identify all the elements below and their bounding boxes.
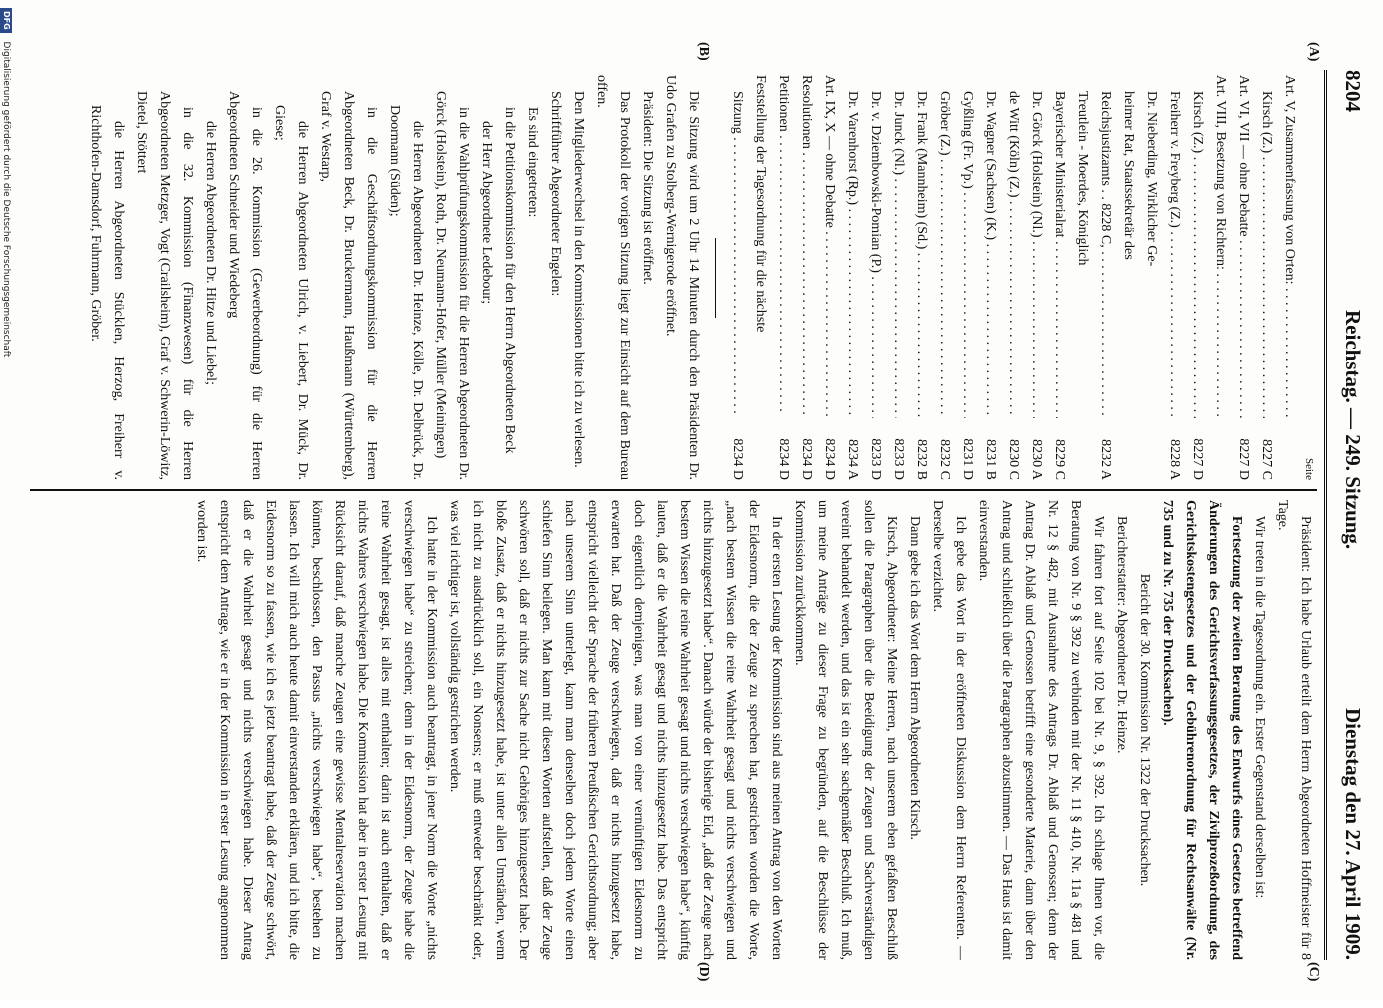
toc-page-ref: 8234 D (822, 438, 837, 480)
paragraph: die Herren Abgeordneten Dr. Hitze und Liebel; (203, 121, 218, 385)
page-number: 8204 (1341, 70, 1365, 112)
toc-entry-text: Freiherr v. Freyberg (Z.) . . . (1163, 91, 1186, 418)
toc-entry-text: Dr. Görck (Holstein) (Nl.) . . . (1025, 91, 1048, 418)
left-text (84, 75, 705, 480)
toc-page-ref: 8234 A (845, 439, 860, 480)
toc-row (933, 75, 956, 480)
paragraph: Die Sitzung wird um 2 Uhr 14 Minuten durch den Präsidenten Dr. Udo Grafen zu Stolberg-Wernigerode eröffnet. (663, 75, 701, 480)
toc-entry-text: Art. VIII, Besetzung von Richtern: . . . (1209, 75, 1232, 418)
toc-row (910, 75, 933, 480)
toc-entry-text: Art. VI, VII — ohne Debatte . . . (1232, 75, 1255, 418)
toc-row (1163, 75, 1186, 480)
margin-mark-b: (B) (696, 42, 711, 61)
toc-row (749, 75, 772, 480)
paragraph: Das Protokoll der vorigen Sitzung liegt zur Einsicht auf dem Bureau offen. (594, 75, 632, 480)
toc-row (841, 75, 864, 480)
toc-row (1278, 75, 1301, 480)
toc-entry-text: Petitionen . . . (772, 75, 795, 418)
paragraph: in die Wahlprüfungskommission für die Herren Abgeordneten Dr. Görck (Holstein), Roth, Dr. Neumann-Hofer, Müller (Meiningen) (433, 91, 471, 480)
toc-page-ref: 8228 A (1167, 439, 1182, 480)
paragraph: Wir treten in die Tagesordnung ein. Erster Gegenstand derselben ist: (1252, 516, 1267, 899)
paragraph: in die 32. Kommission (Finanzwesen) für die Herren Abgeordneten Metzger, Vogt (Crailsheim), Graf v. Schwerin-Löwitz, Dietel, Stöttert (134, 91, 195, 480)
table-of-contents (726, 75, 1301, 480)
paragraph: Kirsch, Abgeordneter: Meine Herren, nach unserem eben gefaßten Beschluß sollen die Paragraphen über die Beeidigung der Zeugen und Sachverständigen vereint behandelt werden, und das ist ein sehr sachgemäßer Beschluß. Ich muß, um meine Anträge zu dieser Frage zu begründen, auf die Beschlüsse der Kommission zurückkommen. (792, 500, 899, 960)
margin-mark-d: (D) (696, 962, 711, 982)
paragraph: die Herren Abgeordneten Dr. Heinze, Kölle, Dr. Delbrück, Dr. Doormann (Süden); (387, 105, 425, 480)
toc-row (1071, 75, 1094, 480)
session-title: Reichstag. — 249. Sitzung. (1341, 310, 1365, 550)
dfg-logo: DFG (0, 8, 12, 33)
toc-row (1186, 75, 1209, 480)
paragraph: Den Mitgliederwechsel in den Kommissionen bitte ich zu verlesen. (571, 91, 586, 468)
toc-entry-text: Sitzung . . . (726, 91, 749, 418)
toc-entry-text: Dr. Frank (Mannheim) (Sd.) . . . (910, 91, 933, 418)
toc-page-ref: 8232 B (914, 439, 929, 480)
running-header (1335, 70, 1365, 960)
toc-entry-text: Treutlein - Moerdes, Königlich (1075, 91, 1090, 266)
section-divider (715, 238, 716, 318)
toc-row (956, 75, 979, 480)
toc-entry-text: Dr. Junck (Nl.) . . . (887, 91, 910, 418)
toc-row (1048, 75, 1071, 480)
paragraph: die Herren Abgeordneten Ulrich, v. Liebert, Dr. Mück, Dr. Giese; (272, 105, 310, 480)
paragraph: Fortsetzung der zweiten Beratung des Entwurfs eines Gesetzes betreffend Änderungen des Gerichtsverfassungsgesetzes, der Zivilprozeßordnung, des Gerichtskostengesetzes und der Gebührenordnung für Rechtsanwälte (Nr. 735 und zu Nr. 735 der Drucksachen). (1160, 500, 1244, 960)
digitization-credit (0, 0, 12, 1008)
margin-mark-c: (C) (1306, 962, 1321, 982)
paragraph: Bericht der 30. Kommission Nr. 1322 der Drucksachen. (1137, 573, 1152, 887)
toc-row (1232, 75, 1255, 480)
toc-entry-text: Dr. Wagner (Sachsen) (K.) . . . (979, 91, 1002, 418)
paragraph: Dann gebe ich das Wort dem Herrn Abgeordneten Kirsch. (907, 516, 922, 841)
toc-row (795, 75, 818, 480)
toc-row (1209, 75, 1232, 480)
toc-entry-text: de Witt (Köln) (Z.) . . . (1002, 91, 1025, 418)
toc-entry-text: Gyßling (Fr. Vp.) . . . (956, 91, 979, 418)
toc-page-ref: 8233 D (891, 438, 906, 480)
toc-row (726, 75, 749, 480)
paragraph: Es sind eingetreten: (525, 107, 540, 218)
paragraph: Ich hatte in der Kommission auch beantragt, in jener Norm die Worte „nichts verschwiegen habe“ zu streichen; denn in der Eidesnorm, der Zeuge habe die reine Wahrheit gesagt, ist alles mit enthalten; darin ist auch enthalten, daß er nichts Wahres verschwiegen habe. Die Kommission hat aber in erster Lesung mit Rücksicht darauf, daß manche Zeugen eine gewisse Mentalreservation machen könnten, beschlossen, den Passus „nichts verschwiegen habe“, bestehen zu lassen. Ich will mich auch heute damit einverstanden erklären, und ich bitte, die Eidesnorm so zu fassen, wie ich es jetzt beantragt habe, daß der Zeuge schwört, daß er die Wahrheit gesagt und nichts verschwiegen habe. Dieser Antrag entspricht dem Antrage, wie er in der Kommission in erster Lesung angenommen worden ist. (194, 500, 439, 960)
toc-page-ref: 8234 D (799, 438, 814, 480)
toc-entry-text: Dr. Varenhorst (Rp.) . . . (841, 91, 864, 418)
toc-page-ref: 8227 D (1190, 438, 1205, 480)
toc-entry-text: Kirsch (Z.) . . . (1255, 91, 1278, 418)
column-rule (30, 489, 1317, 491)
paragraph: in die Geschäftsordnungskommission für die Herren Abgeordneten Beck, Dr. Bruckermann, Haußmann (Württemberg), Graf v. Westarp, (318, 91, 379, 480)
toc-entry-text: Art. IX, X — ohne Debatte . . . (818, 75, 841, 418)
toc-row (772, 75, 795, 480)
right-text (190, 500, 1317, 960)
paragraph: In der ersten Lesung der Kommission sind aus meinen Antrag von den Worten der Eidesnorm, die der Zeuge zu sprechen hat, gestrichen worden die Worte, „nach bestem Wissen die reine Wahrheit gesagt und nichts verschwiegen und nichts hinzugesetzt habe“. Danach würde der bisherige Eid, „daß der Zeuge nach bestem Wissen die reine Wahrheit gesagt und nichts verschwiegen habe“, künftig lauten, daß er die Wahrheit gesagt und nichts hinzugesetzt habe. Das entspricht doch eigentlich demjenigen, was man von einer vernünftigen Eidesnorm zu erwarten hat. Daß der Zeuge verschwiegen, daß er nichts hinzugesetzt habe, entspricht vielleicht der Sprache der früheren Preußischen Gerichtsordnung; aber nach unserem Sinn unterlegt, kann man denselben doch jedem Worte einen schiefen Sinn beilegen. Man kann mit diesen Worten aufstellen, daß der Zeuge schwören soll, daß er nichts zur Sache nicht Gehöriges hinzugesetzt habe. Der bloße Zusatz, daß er nichts hinzugesetzt habe, ist unter allen Umständen, wenn ich nicht zu ausdrücklich soll, ein Nonsens; er muß entweder beschränkt oder, was viel richtiger ist, vollständig gestrichen werden. (447, 500, 784, 960)
toc-entry-text: Gröber (Z.) . . . (933, 91, 956, 418)
toc-row (1025, 75, 1048, 480)
paragraph: Berichterstatter: Abgeordneter Dr. Heinze. (1114, 516, 1129, 754)
toc-page-ref: 8232 C (937, 439, 952, 480)
toc-row (887, 75, 910, 480)
toc-entry-text: Kirsch (Z.) . . . (1186, 91, 1209, 418)
paragraph: in die Petitionskommission für den Herrn Abgeordneten Beck (502, 107, 517, 454)
paragraph: Wir fahren fort auf Seite 102 bei Nr. 9, § 392. Ich schlage Ihnen vor, die Beratung von Nr. 9 § 392 zu verbinden mit der Nr. 11 § 410, Nr. 11a § 481 und Nr. 12 § 482, mit Ausnahme des Antrags Dr. Ablaß und Genossen; denn der Antrag Dr. Ablaß und Genossen betrifft eine gesonderte Materie, dann über den Antrag und schließlich über die Paragraphen abzustimmen. — Das Haus ist damit einverstanden. (976, 500, 1106, 960)
toc-page-ref: 8233 D (868, 438, 883, 480)
paragraph: der Herr Abgeordnete Ledebour; (479, 121, 494, 305)
toc-row (1117, 75, 1140, 480)
paragraph: Präsident: Ich habe Urlaub erteilt dem Herrn Abgeordneten Hoffmeister für 8 Tage. (1275, 500, 1313, 960)
toc-row (979, 75, 1002, 480)
toc-page-ref: 8230 A (1029, 439, 1044, 480)
toc-entry-text: Feststellung der Tagesordnung für die nächste (753, 75, 768, 333)
toc-row (1140, 75, 1163, 480)
seite-label: Seite (1303, 458, 1315, 480)
toc-page-ref: 8231 B (983, 439, 998, 480)
toc-entry-text: heimer Rat, Staatssekretär des (1121, 91, 1136, 260)
header-rule (1324, 70, 1327, 960)
right-column (190, 500, 1317, 960)
toc-entry-text: Art. V, Zusammenfassung von Orten: . . . (1278, 75, 1301, 418)
toc-entry-text: Bayerischer Ministerialrat . . . (1048, 91, 1071, 418)
credit-text: Digitalisierung gefördert durch die Deutsche Forschungsgemeinschaft (1, 41, 11, 358)
margin-mark-a: (A) (1306, 42, 1321, 62)
toc-page-ref: 8227 C (1259, 439, 1274, 480)
toc-row (1255, 75, 1278, 480)
paragraph: die Herren Abgeordneten Stücklen, Herzog, Freiherr v. Richthofen-Damsdorf, Fuhrmann, Gröber. (88, 105, 126, 480)
toc-page-ref: 8231 D (960, 438, 975, 480)
toc-page-ref: 8230 C (1006, 439, 1021, 480)
toc-entry-text: Reichsjustizamts . . 8228 C, . . . (1094, 91, 1117, 418)
toc-page-ref: 8229 C (1052, 439, 1067, 480)
paragraph: Ich gebe das Wort in der eröffneten Diskussion dem Herrn Referenten. — Derselbe verzichtet. (930, 500, 968, 960)
toc-page-ref: 8232 A (1098, 439, 1113, 480)
toc-page-ref: 8234 D (730, 438, 745, 480)
session-date: Dienstag den 27. April 1909. (1341, 707, 1365, 960)
toc-row (1002, 75, 1025, 480)
toc-row (1094, 75, 1117, 480)
paragraph: in die 26. Kommission (Gewerbeordnung) für die Herren Abgeordneten Schneider und Wiedeberg (226, 91, 264, 480)
toc-page-ref: 8227 D (1236, 438, 1251, 480)
toc-entry-text: Dr. v. Dziembowski-Pomian (P.) . . . (864, 91, 887, 418)
paragraph: Präsident: Die Sitzung ist eröffnet. (640, 91, 655, 285)
toc-entry-text: Resolutionen . . . (795, 75, 818, 418)
toc-row (818, 75, 841, 480)
paragraph: Schriftführer Abgeordneter Engelen: (548, 91, 563, 297)
left-column (84, 75, 1317, 480)
toc-entry-text: Dr. Nieberding, Wirklicher Ge- (1144, 91, 1159, 267)
toc-page-ref: 8234 D (776, 438, 791, 480)
toc-row (864, 75, 887, 480)
